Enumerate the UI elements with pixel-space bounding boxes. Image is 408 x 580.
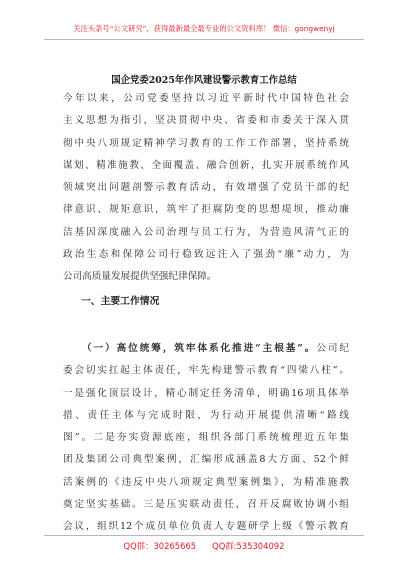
subsection-line: 奠定坚实基础。三是压实联动责任，召开反腐败协调小组 [63, 499, 349, 511]
footer-qq-group-1: QQ群：30265665 [123, 541, 197, 551]
intro-line: 今年以来，公司党委坚持以习近平新时代中国特色社会 [63, 93, 349, 104]
intro-line: 谋划、精准施教、全面覆盖、融合创新，扎实开展系统作风 [63, 159, 349, 171]
footer-qq-group-2: QQ群:535304092 [212, 541, 285, 551]
intro-paragraph [63, 88, 349, 289]
document-title: 国企党委2025年作风建设警示教育工作总结 [111, 75, 297, 86]
subsection-line: 委会切实扛起主体责任，牢先构建警示教育“四梁八柱”。 [63, 365, 349, 377]
footer-contacts [0, 540, 408, 552]
subsection-line: 会议，组织12个成员单位负责人专题研学上级《警示教育 [63, 521, 349, 533]
subsection-line: 措、责任主体与完成时限，为行动开展提供清晰“路线 [63, 409, 349, 421]
subsection-line: 团及集团公司典型案例，汇编形成涵盖8大方面、52个鲜 [63, 454, 349, 466]
footer-divider [44, 535, 364, 536]
intro-line: 政治生态和保障公司行稳致远注入了强劲“廉”动力，为 [63, 249, 349, 261]
subsection-first-line-rest: 公司纪 [316, 343, 349, 354]
subsection-line: 图”。二是夯实资源底座，组织各部门系统梳理近五年集 [63, 432, 349, 444]
subsection-line: 一是强化顶层设计，精心制定任务清单，明确16项具体举 [63, 387, 349, 399]
intro-line: 彻中央八项规定精神学习教育的工作工作部署，坚持系统 [63, 137, 349, 149]
intro-line: 公司高质量发展提供坚强纪律保障。 [63, 271, 217, 283]
subsection-lead: （一）高位统筹，筑牢体系化推进“主根基”。 [82, 343, 317, 354]
subsection-first-line [63, 338, 349, 360]
subsection-line: 活案例的《违反中央八项规定典型案例集》，为精准施教 [63, 476, 349, 488]
section-heading: 一、主要工作情况 [81, 296, 160, 307]
intro-line: 主义思想为指引，坚决贯彻中央、省委和市委关于深入贯 [63, 115, 349, 127]
intro-line: 律意识、规矩意识，筑牢了拒腐防变的思想堤坝，推动廉 [63, 204, 349, 216]
intro-line: 洁基因深度融入公司治理与员工行为，为营造风清气正的 [63, 226, 349, 238]
intro-line: 领域突出问题剖警示教育活动，有效增强了党员干部的纪 [63, 182, 349, 194]
header-divider [44, 39, 364, 40]
subsection-paragraph [63, 338, 349, 539]
header-promo-text: 关注头条号“公文研究”，获得最新最全最专业的公文资料库！ 微信：gongwenyj [73, 24, 335, 33]
